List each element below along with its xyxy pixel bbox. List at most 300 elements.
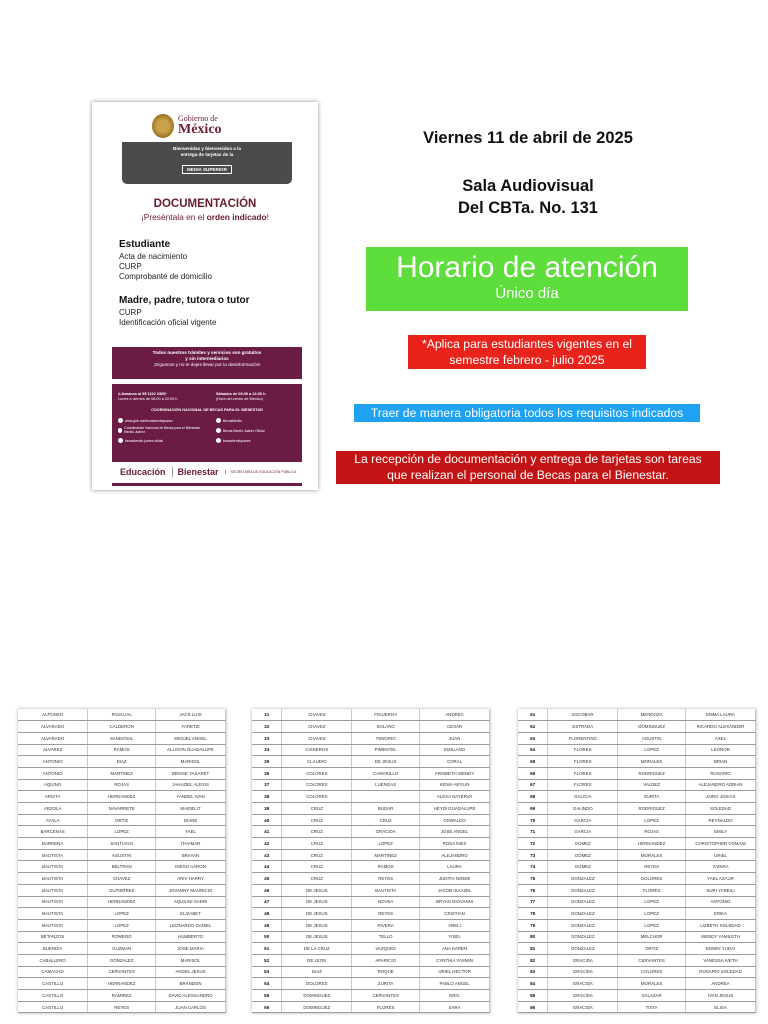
given-name: ALEJANDRO ADRIAN: [686, 779, 756, 791]
row-number: 36: [252, 767, 282, 779]
second-surname: COLORES: [618, 966, 686, 978]
second-surname: [352, 791, 420, 803]
second-surname: NOVEA: [352, 896, 420, 908]
documentation-title: DOCUMENTACIÓN: [153, 198, 257, 210]
first-surname: ESTRADA: [548, 721, 618, 733]
table-row: [18, 873, 226, 885]
table-row: [518, 721, 756, 733]
first-surname: CRUZ: [282, 814, 352, 826]
row-number: 53: [252, 966, 282, 978]
table-row: [518, 990, 756, 1002]
guardian-requirement: Identificación oficial vigente: [119, 318, 217, 327]
second-surname: RODRIGUEZ: [618, 803, 686, 815]
given-name: ARELI: [420, 919, 490, 931]
social-link: www.gob.mx/becasbenitojuarez: [118, 418, 173, 423]
first-surname: GALICIA: [548, 791, 618, 803]
second-surname: CHAVEZ: [88, 873, 156, 885]
second-surname: ZURITA: [618, 791, 686, 803]
given-name: CYNTHIA YASMIN: [420, 954, 490, 966]
first-surname: ANTONIO: [18, 756, 88, 768]
first-surname: CHAVEZ: [282, 709, 352, 721]
row-number: 73: [518, 849, 548, 861]
second-surname: LOPEZ: [618, 908, 686, 920]
given-name: PABLO ANGEL: [420, 978, 490, 990]
given-name: ARIV HARRY: [156, 873, 226, 885]
row-number: 86: [518, 1001, 548, 1013]
given-name: CHRISTOPHER OSMANI: [686, 838, 756, 850]
second-surname: SALAZAR: [618, 990, 686, 1002]
second-surname: GRACIDA: [352, 826, 420, 838]
table-row: [18, 1001, 226, 1013]
second-surname: MENDOZA: [618, 709, 686, 721]
given-name: YAEL AZAUR: [686, 873, 756, 885]
table-row: [252, 1001, 490, 1013]
welcome-banner: [122, 142, 292, 184]
table-row: [18, 943, 226, 955]
given-name: ROSARIO: [686, 767, 756, 779]
table-row: [252, 990, 490, 1002]
table-row: [518, 908, 756, 920]
table-row: [518, 919, 756, 931]
table-row: [518, 884, 756, 896]
given-name: YADIRA: [686, 861, 756, 873]
first-surname: CHAVEZ: [282, 732, 352, 744]
first-surname: BETANZOS: [18, 931, 88, 943]
first-surname: AQUINO: [18, 779, 88, 791]
given-name: DAVID ALESSANDRO: [156, 990, 226, 1002]
row-number: 85: [518, 990, 548, 1002]
banner-text2: entrega de tarjetas de la: [180, 152, 234, 157]
table-row: [18, 954, 226, 966]
first-surname: GALINDO: [548, 803, 618, 815]
table-row: [518, 767, 756, 779]
row-number: 56: [252, 1001, 282, 1013]
second-surname: MARTINEZ: [88, 767, 156, 779]
social-link: Becas Benito Juárez Oficial: [216, 428, 264, 433]
given-name: CRISTIAN: [420, 908, 490, 920]
second-surname: LOPEZ: [618, 744, 686, 756]
row-number: 70: [518, 814, 548, 826]
table-row: [18, 990, 226, 1002]
row-number: 45: [252, 873, 282, 885]
given-name: JUDITH NOEMI: [420, 873, 490, 885]
second-surname: BUDAR: [352, 803, 420, 815]
first-surname: ALVARADO: [18, 721, 88, 733]
second-surname: LOPEZ: [618, 919, 686, 931]
table-row: [252, 978, 490, 990]
table-row: [518, 709, 756, 721]
given-name: BRYAN GIOVANNI: [420, 896, 490, 908]
first-surname: DE JESUS: [282, 931, 352, 943]
first-surname: CRUZ: [282, 861, 352, 873]
first-surname: GRACIDA: [548, 990, 618, 1002]
logo-line2: México: [178, 122, 222, 137]
given-name: CORAL: [420, 756, 490, 768]
table-row: [518, 756, 756, 768]
given-name: SURI YAREILI: [686, 884, 756, 896]
first-surname: CASTILLO: [18, 990, 88, 1002]
table-row: [18, 966, 226, 978]
second-surname: CRUZ: [352, 814, 420, 826]
first-surname: ARISTA: [18, 791, 88, 803]
bienestar-logo: Bienestar: [172, 467, 219, 477]
second-surname: DOLORES: [618, 873, 686, 885]
first-surname: COLORES: [282, 791, 352, 803]
student-section-title: Estudiante: [119, 239, 171, 250]
first-surname: CASTILLO: [18, 978, 88, 990]
first-surname: GONZALEZ: [548, 873, 618, 885]
table-row: [18, 931, 226, 943]
second-surname: ROJAS: [88, 779, 156, 791]
given-name: HEYDI GUADALUPE: [420, 803, 490, 815]
table-row: [252, 756, 490, 768]
first-surname: ALFONSO: [18, 709, 88, 721]
second-surname: MORALES: [618, 756, 686, 768]
first-surname: ALVAREZ: [18, 744, 88, 756]
row-number: 77: [518, 896, 548, 908]
flyer-footer: [112, 462, 302, 482]
free-services-notice: Todos nuestros trámites y servicios son gratuitos y sin intermediarios ¡Síguenos y no te dejes llevar por la desinformación!: [112, 347, 302, 379]
given-name: ALEXA NAYERVA: [420, 791, 490, 803]
row-number: 79: [518, 919, 548, 931]
row-number: 62: [518, 721, 548, 733]
second-surname: HERNANDEZ: [88, 978, 156, 990]
first-surname: GRACIDA: [548, 1001, 618, 1013]
first-surname: DOMINGUEZ: [282, 1001, 352, 1013]
table-row: [252, 943, 490, 955]
second-surname: ZURITA: [352, 978, 420, 990]
row-number: 54: [252, 978, 282, 990]
first-surname: CABALLERO: [18, 954, 88, 966]
table-row: [252, 896, 490, 908]
table-row: [18, 721, 226, 733]
row-number: 38: [252, 791, 282, 803]
first-surname: DE JESUS: [282, 908, 352, 920]
second-surname: LOPEZ: [618, 814, 686, 826]
student-requirement: CURP: [119, 262, 142, 271]
row-number: 63: [518, 732, 548, 744]
contact-hours: Sábados de 09:00 a 14:00 h (Hora del centro de México): [216, 392, 266, 401]
given-name: LAURA: [420, 861, 490, 873]
table-row: [252, 744, 490, 756]
table-row: [252, 919, 490, 931]
row-number: 37: [252, 779, 282, 791]
second-surname: RAMIREZ: [88, 990, 156, 1002]
second-surname: NAVARRETE: [88, 803, 156, 815]
first-surname: GOMEZ: [548, 861, 618, 873]
given-name: EMMA LAURA: [686, 709, 756, 721]
table-row: [518, 744, 756, 756]
row-number: 32: [252, 721, 282, 733]
second-surname: LOPEZ: [88, 908, 156, 920]
row-number: 31: [252, 709, 282, 721]
row-number: 75: [518, 873, 548, 885]
second-surname: CAMARILLO: [352, 767, 420, 779]
given-name: ROSA INES: [420, 838, 490, 850]
row-number: 84: [518, 978, 548, 990]
table-row: [518, 838, 756, 850]
first-surname: BAUTISTA: [18, 861, 88, 873]
first-surname: GRACIDA: [548, 978, 618, 990]
first-surname: CISNEROS: [282, 744, 352, 756]
first-surname: GARCIA: [548, 826, 618, 838]
web-icon: [118, 418, 123, 423]
table-row: [518, 1001, 756, 1013]
table-row: [252, 791, 490, 803]
second-surname: CERVANTES: [352, 990, 420, 1002]
first-surname: DOLORES: [282, 978, 352, 990]
second-surname: SANTIAGO: [88, 838, 156, 850]
second-surname: AGUSTIN: [88, 849, 156, 861]
second-surname: LOPEZ: [88, 826, 156, 838]
event-place-line1: Sala Audiovisual: [462, 177, 594, 195]
social-link: Coordinación Nacional de Becas para el Bienestar Benito Juárez: [118, 426, 208, 434]
given-name: IVAN JESUS: [686, 990, 756, 1002]
row-number: 50: [252, 931, 282, 943]
row-number: 82: [518, 954, 548, 966]
given-name: ANDREA: [686, 978, 756, 990]
given-name: JACOB ISAAZEL: [420, 884, 490, 896]
requirements-notice: Traer de manera obligatoria todos los requisitos indicados: [354, 404, 700, 422]
table-row: [252, 721, 490, 733]
row-number: 78: [518, 908, 548, 920]
table-row: [18, 814, 226, 826]
first-surname: FLORENTINO: [548, 732, 618, 744]
given-name: MIGUEL ANGEL: [156, 732, 226, 744]
second-surname: DE JESUS: [352, 756, 420, 768]
x-icon: [216, 418, 221, 423]
social-link: becasbenitojuarez: [216, 438, 251, 443]
table-row: [252, 814, 490, 826]
first-surname: AYALA: [18, 814, 88, 826]
first-surname: DE JESUS: [282, 919, 352, 931]
first-surname: BAUTISTA: [18, 919, 88, 931]
first-surname: CHAVEZ: [282, 721, 352, 733]
second-surname: MARTINEZ: [352, 849, 420, 861]
table-row: [518, 814, 756, 826]
second-surname: REYES: [88, 1001, 156, 1013]
first-surname: ARZOLA: [18, 803, 88, 815]
event-place-line2: Del CBTa. No. 131: [458, 199, 598, 217]
second-surname: VALDEZ: [618, 779, 686, 791]
educacion-logo: Educación: [120, 467, 166, 477]
schedule-subtitle: Único día: [495, 285, 559, 302]
table-row: [252, 884, 490, 896]
student-list-table-2: [252, 709, 490, 1013]
given-name: AXEL: [686, 732, 756, 744]
row-number: 46: [252, 884, 282, 896]
first-surname: FLORES: [548, 767, 618, 779]
second-surname: TELLO: [352, 931, 420, 943]
first-surname: GRACIDA: [548, 966, 618, 978]
given-name: OSWALDO: [420, 814, 490, 826]
media-superior-badge: MEDIA SUPERIOR: [182, 165, 232, 174]
table-row: [518, 732, 756, 744]
second-surname: MORALES: [618, 978, 686, 990]
second-surname: RODRIGUEZ: [618, 767, 686, 779]
table-row: [18, 908, 226, 920]
first-surname: DE JESUS: [282, 896, 352, 908]
first-surname: BARRERA: [18, 838, 88, 850]
first-surname: GONZALEZ: [548, 919, 618, 931]
given-name: ELIZABET: [156, 908, 226, 920]
student-requirement: Comprobante de domicilio: [119, 272, 212, 281]
table-row: [518, 849, 756, 861]
first-surname: FLORES: [548, 744, 618, 756]
row-number: 64: [518, 744, 548, 756]
first-surname: GOMEZ: [548, 838, 618, 850]
second-surname: GUZMAN: [88, 943, 156, 955]
second-surname: REYES: [352, 908, 420, 920]
second-surname: TIXTA: [618, 1001, 686, 1013]
row-number: 72: [518, 838, 548, 850]
student-list-table-1: [18, 709, 226, 1013]
given-name: ALLISON GUADALUPE: [156, 744, 226, 756]
first-surname: GONZALEZ: [548, 943, 618, 955]
first-surname: ANTONIO: [18, 767, 88, 779]
table-row: [518, 803, 756, 815]
given-name: YANDEL IVAN: [156, 791, 226, 803]
table-row: [18, 791, 226, 803]
table-row: [252, 779, 490, 791]
event-date: Viernes 11 de abril de 2025: [423, 129, 633, 147]
second-surname: VAZQUEZ: [352, 943, 420, 955]
row-number: 74: [518, 861, 548, 873]
given-name: YISEL: [420, 931, 490, 943]
given-name: BRAYAN: [156, 849, 226, 861]
guardian-requirement: CURP: [119, 308, 142, 317]
table-row: [18, 826, 226, 838]
first-surname: CAMACHO: [18, 966, 88, 978]
given-name: YAEL: [156, 826, 226, 838]
row-number: 67: [518, 779, 548, 791]
first-surname: DOMINGUEZ: [282, 990, 352, 1002]
table-row: [518, 873, 756, 885]
first-surname: GONZALEZ: [548, 908, 618, 920]
second-surname: DOMINGUEZ: [618, 721, 686, 733]
row-number: 39: [252, 803, 282, 815]
second-surname: DIAZ: [88, 756, 156, 768]
second-surname: LUENGAS: [352, 779, 420, 791]
first-surname: BAUTISTA: [18, 896, 88, 908]
row-number: 40: [252, 814, 282, 826]
second-surname: CERVANTES: [618, 954, 686, 966]
given-name: BRANDON: [156, 978, 226, 990]
banner-text1: Bienvenidas y bienvenidos a la: [173, 146, 241, 151]
first-surname: BAUTISTA: [18, 908, 88, 920]
table-row: [18, 709, 226, 721]
first-surname: COLORES: [282, 767, 352, 779]
given-name: ERIC: [420, 990, 490, 1002]
facebook-icon: [118, 428, 122, 433]
second-surname: SOLANO: [352, 721, 420, 733]
table-row: [518, 966, 756, 978]
second-surname: HERNANDEZ: [88, 896, 156, 908]
first-surname: ESCOBAR: [548, 709, 618, 721]
given-name: WENDY YAMILETH: [686, 931, 756, 943]
second-surname: HERNANDEZ: [618, 838, 686, 850]
first-surname: BAUTISTA: [18, 884, 88, 896]
given-name: YARETZI: [156, 721, 226, 733]
first-surname: BARCENAS: [18, 826, 88, 838]
first-surname: FLORES: [548, 756, 618, 768]
table-row: [18, 767, 226, 779]
second-surname: REYES: [618, 861, 686, 873]
table-row: [518, 791, 756, 803]
given-name: ARISBETH WENDY: [420, 767, 490, 779]
row-number: 81: [518, 943, 548, 955]
second-surname: FIGUEROA: [352, 709, 420, 721]
given-name: JUAN: [420, 732, 490, 744]
table-row: [518, 896, 756, 908]
second-surname: BAUTISTA: [352, 884, 420, 896]
documentation-subtitle: ¡Preséntala en el orden indicado!: [140, 212, 269, 222]
given-name: ERIKA: [686, 908, 756, 920]
row-number: 61: [518, 709, 548, 721]
first-surname: DE LEON: [282, 954, 352, 966]
row-number: 35: [252, 756, 282, 768]
first-surname: DIAZ: [282, 966, 352, 978]
row-number: 42: [252, 838, 282, 850]
guardian-section-title: Madre, padre, tutora o tutor: [119, 295, 250, 306]
youtube-icon: [216, 428, 221, 433]
first-surname: GONZALEZ: [548, 884, 618, 896]
applies-notice: *Aplica para estudiantes vigentes en el semestre febrero - julio 2025: [408, 335, 646, 369]
given-name: JAHAZIEL ALEXIS: [156, 779, 226, 791]
second-surname: GONZALEZ: [88, 954, 156, 966]
table-row: [252, 826, 490, 838]
first-surname: CRUZ: [282, 838, 352, 850]
row-number: 66: [518, 767, 548, 779]
table-row: [18, 744, 226, 756]
table-row: [518, 861, 756, 873]
second-surname: HERNANDEZ: [88, 791, 156, 803]
first-surname: CASTILLO: [18, 1001, 88, 1013]
second-surname: RAMOS: [88, 744, 156, 756]
second-surname: ROQUE: [352, 966, 420, 978]
table-row: [518, 931, 756, 943]
row-number: 47: [252, 896, 282, 908]
row-number: 44: [252, 861, 282, 873]
given-name: DIANE: [156, 814, 226, 826]
social-link: becasbenito juarez oficial: [118, 438, 163, 443]
given-name: JOVANNY MAURICIO: [156, 884, 226, 896]
second-surname: GUTIERREZ: [88, 884, 156, 896]
first-surname: BAUTISTA: [18, 849, 88, 861]
table-row: [18, 838, 226, 850]
second-surname: REYES: [352, 873, 420, 885]
second-surname: RAMOS: [352, 861, 420, 873]
becas-flyer: [92, 102, 318, 490]
gobierno-de-mexico-logo: [152, 112, 262, 142]
first-surname: CRUZ: [282, 849, 352, 861]
table-row: [252, 861, 490, 873]
table-row: [252, 954, 490, 966]
given-name: ITHAMAR: [156, 838, 226, 850]
given-name: ANTONIO: [686, 896, 756, 908]
given-name: KENIA ARYLIN: [420, 779, 490, 791]
second-surname: ROMERO: [88, 931, 156, 943]
table-row: [518, 978, 756, 990]
second-surname: LOPEZ: [88, 919, 156, 931]
table-row: [252, 732, 490, 744]
row-number: 34: [252, 744, 282, 756]
first-surname: ALVARADO: [18, 732, 88, 744]
first-surname: GRACIDA: [548, 954, 618, 966]
table-row: [18, 849, 226, 861]
row-number: 49: [252, 919, 282, 931]
first-surname: BUENDIA: [18, 943, 88, 955]
